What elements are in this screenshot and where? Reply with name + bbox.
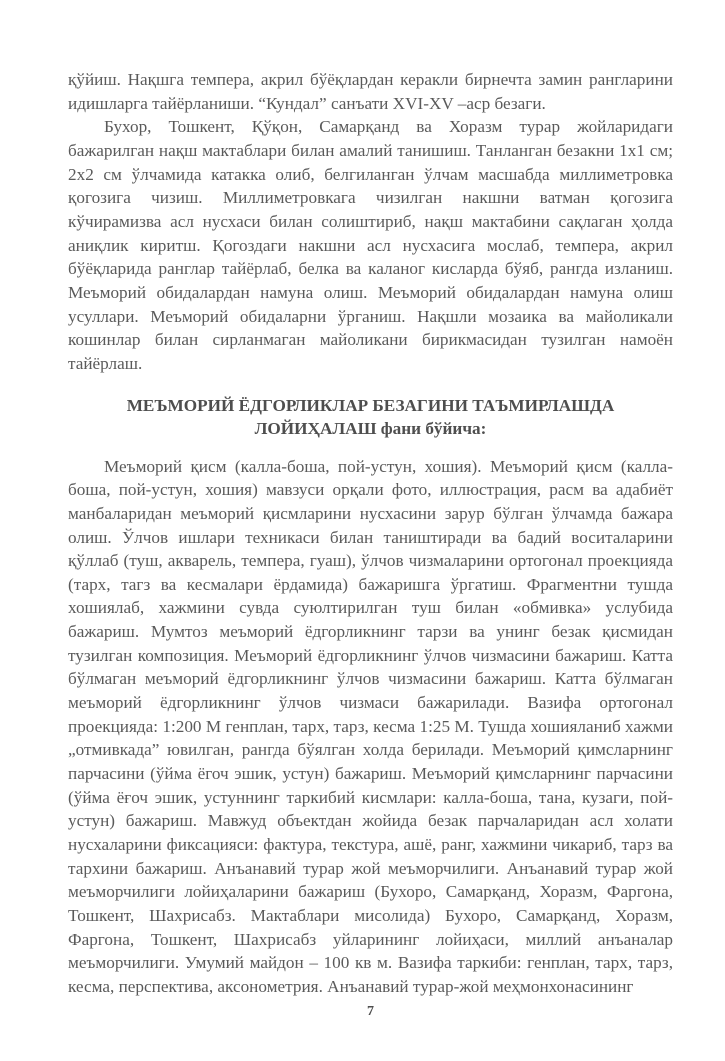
section-heading-line2: ЛОЙИҲАЛАШ фани бўйича: — [254, 418, 487, 438]
section-heading-line1: МЕЪМОРИЙ ЁДГОРЛИКЛАР БЕЗАГИНИ ТАЪМИРЛАШДА — [126, 395, 615, 415]
paragraph-intro-continuation: қўйиш. Нақшга темпера, акрил бўёқлардан керакли бирнечта замин рангларини идишларга тайёрланиши. “Кундал” санъати XVI-XV –аср безаги. — [68, 70, 673, 113]
paragraph-ornament-schools: Бухор, Тошкент, Қўқон, Самарқанд ва Хоразм турар жойларидаги бажарилган нақш мактаблари билан амалий танишиш. Танланган безакни 1x1 см; 2x2 см ўлчамида катакка олиб, белгиланган ўлчам масшабда миллиметровка қогозига чизиш. Миллиметровкага чизилган накшни ватман қогозига кўчирамизва асл нусхаси билан солиштириб, нақш мактабини сақлаган ҳолда аниқлик киритш. Қогоздаги накшни асл нусхасига мослаб, темпера, акрил бўёқларида ранглар тайёрлаб, белка ва каланог кисларда бўяб, рангда изланиш. Меъморий обидалардан намуна олиш. Меъморий обидалардан намуна олиш усуллари. Меъморий обидаларни ўрганиш. Нақшли мозаика ва майоликали кошинлар билан сирланмаган майоликани бирикмасидан тузилган намоён тайёрлаш. — [68, 117, 673, 373]
page-number: 7 — [367, 1003, 374, 1019]
paragraph-architectural-parts: Меъморий қисм (калла-боша, пой-устун, хошия). Меъморий қисм (калла-боша, пой-устун, хошия) мавзуси орқали фото, иллюстрация, расм ва адабиёт манбаларидан меъморий қисмларини нусхасини зарур бўлган ўлчамда бажара олиш. Ўлчов ишлари техникаси билан таништиради ва бадий воситаларини қўллаб (туш, акварель, темпера, гуаш), ўлчов чизмаларини ортогонал проекцияда (тарх, тагз ва кесмалари ёрдамида) бажаришга ўргатиш. Фрагментни тушда хошиялаб, хажмини сувда суюлтирилган туш билан «обмивка» услубида бажариш. Мумтоз меъморий ёдгорликнинг тарзи ва унинг безак қисмидан тузилган композиция. Меъморий ёдгорликнинг ўлчов чизмасини бажариш. Катта бўлмаган меъморий ёдгорликнинг ўлчов чизмасини бажариш. Катта бўлмаган меъморий ёдгорликнинг ўлчов чизмаси бажарилади. Вазифа ортогонал проекцияда: 1:200 М генплан, тарх, тарз, кесма 1:25 М. Тушда хошияланиб хажми „отмивкада” ювилган, рангда бўялган холда берилади. Меъморий қимсларнинг парчасини (ўйма ёгоч эшик, устун) бажариш. Меъморий қимсларнинг парчасини (ўйма ёғоч эшик, устуннинг таркибий кисмлари: калла-боша, тана, кузаги, пой-устун) бажариш. Мавжуд объектдан жойида безак парчаларидан асл холати нусхаларини фиксацияси: фактура, текстура, ашё, ранг, хажмини чикариб, тарз ва тархини бажариш. Анъанавий турар жой меъморчилиги. Анъанавий турар жой меъморчилиги лойиҳаларини бажариш (Бухоро, Самарқанд, Хоразм, Фаргона, Тошкент, Шахрисабз. Мактаблари мисолида) Бухоро, Самарқанд, Хоразм, Фаргона, Тошкент, Шахрисабз уйларининг лойиҳаси, миллий анъаналар меъморчилиги. Умумий майдон – 100 кв м. Вазифа таркиби: генплан, тарх, тарз, кесма, перспектива, аксонометрия. Анъанавий турар-жой меҳмонхонасининг — [68, 456, 673, 996]
section-heading — [68, 394, 673, 440]
